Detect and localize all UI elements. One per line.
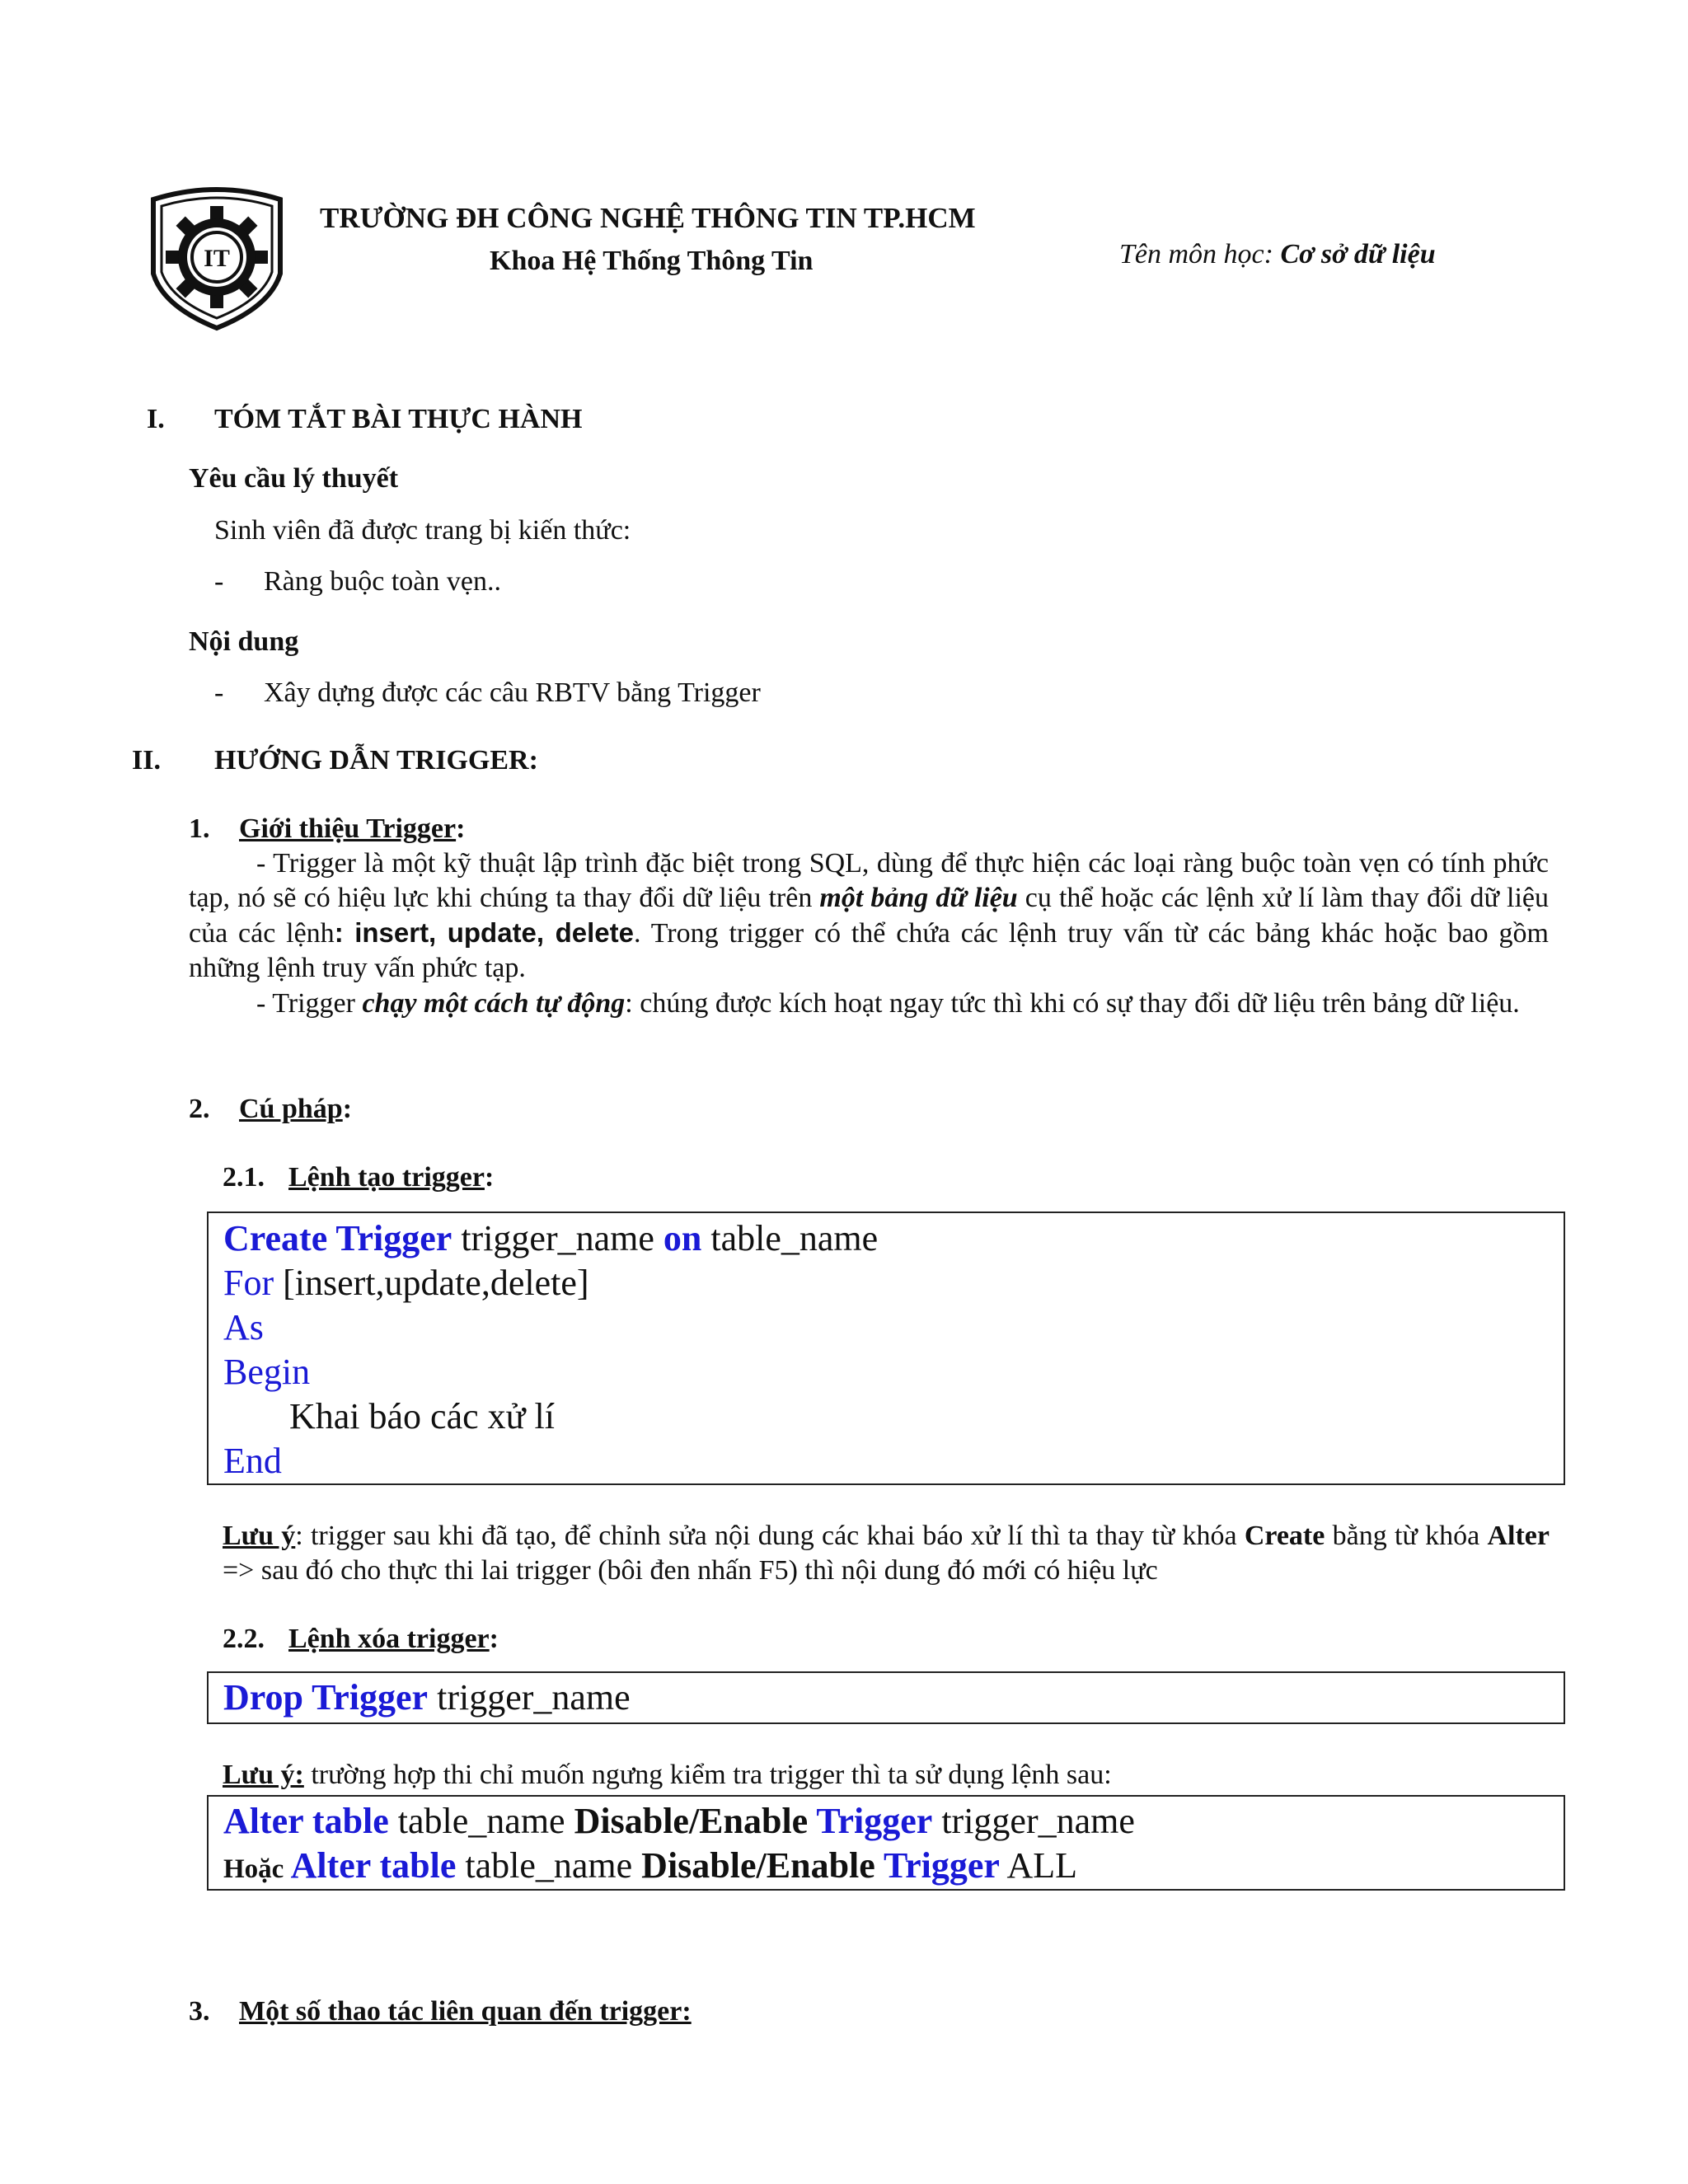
create-code-line-6: End (223, 1441, 282, 1481)
section-1-title: TÓM TẮT BÀI THỰC HÀNH (214, 404, 583, 434)
theory-item: Ràng buộc toàn vẹn.. (264, 566, 501, 597)
faculty-name: Khoa Hệ Thống Thông Tin (490, 246, 814, 276)
subsection-2-title: Cú pháp: (239, 1094, 353, 1124)
theory-intro: Sinh viên đã được trang bị kiến thức: (214, 515, 631, 546)
subsection-3-title: Một số thao tác liên quan đến trigger: (239, 1996, 692, 2027)
section-1-number: I. (147, 404, 165, 434)
alter-code-line-2: Hoặc Alter table table_name Disable/Enable Trigger ALL (223, 1845, 1078, 1886)
subsection-3-number: 3. (189, 1996, 210, 2027)
svg-text:IT: IT (204, 245, 230, 272)
create-code-line-3: As (223, 1307, 264, 1347)
trigger-intro-paragraph-1: - Trigger là một kỹ thuật lập trình đặc biệt trong SQL, dùng để thực hiện các loại ràng buộc toàn vẹn có tính phức tạp, nó sẽ có hiệu lực khi chúng ta thay đổi dữ liệu trên một bảng dữ liệu cụ thể hoặc các lệnh xử lí làm thay đổi dữ liệu của các lệnh: insert, update, delete. Trong trigger có thể chứa các lệnh truy vấn từ các bảng khác hoặc bao gồm những lệnh truy vấn phức tạp. (189, 848, 1549, 983)
alter-code-line-1: Alter table table_name Disable/Enable Trigger trigger_name (223, 1801, 1135, 1841)
content-dash: - (214, 677, 224, 708)
note-alter-trigger: Lưu ý: trigger sau khi đã tạo, để chỉnh sửa nội dung các khai báo xử lí thì ta thay từ khóa Create bằng từ khóa Alter => sau đó cho thực thi lai trigger (bôi đen nhấn F5) thì nội dung đó mới có hiệu lực (223, 1521, 1550, 1586)
drop-trigger-code-box (207, 1671, 1565, 1724)
create-code-line-1: Create Trigger trigger_name on table_name (223, 1218, 879, 1258)
subsection-2-1-number: 2.1. (223, 1162, 265, 1193)
create-code-line-4: Begin (223, 1352, 311, 1392)
school-name: TRƯỜNG ĐH CÔNG NGHỆ THÔNG TIN TP.HCM (320, 202, 976, 234)
create-trigger-code-box (207, 1212, 1565, 1485)
theory-dash: - (214, 566, 224, 597)
trigger-intro-paragraph-2: - Trigger chạy một cách tự động: chúng được kích hoạt ngay tức thì khi có sự thay đổi dữ liệu trên bảng dữ liệu. (256, 988, 1520, 1019)
section-2-number: II. (132, 745, 161, 776)
school-logo (147, 183, 287, 331)
content-heading: Nội dung (189, 626, 299, 657)
subsection-2-number: 2. (189, 1094, 210, 1124)
section-2-title: HƯỚNG DẪN TRIGGER: (214, 745, 538, 776)
gear-shield-logo-icon (147, 183, 287, 331)
course-name: Cơ sở dữ liệu (1280, 239, 1436, 269)
theory-heading: Yêu cầu lý thuyết (189, 463, 399, 494)
create-code-line-5: Khai báo các xử lí (289, 1396, 555, 1436)
subsection-2-1-title: Lệnh tạo trigger: (288, 1162, 495, 1193)
subsection-1-title: Giới thiệu Trigger: (239, 813, 466, 844)
course-label: Tên môn học: (1119, 239, 1281, 269)
note-disable-trigger: Lưu ý: trường hợp thi chỉ muốn ngưng kiểm tra trigger thì ta sử dụng lệnh sau: (223, 1760, 1112, 1790)
course-title (1119, 237, 1436, 272)
subsection-2-2-number: 2.2. (223, 1624, 265, 1654)
drop-code-line: Drop Trigger trigger_name (223, 1677, 631, 1718)
alter-table-code-box (207, 1795, 1565, 1891)
subsection-1-number: 1. (189, 813, 210, 844)
subsection-2-2-title: Lệnh xóa trigger: (288, 1624, 499, 1654)
create-code-line-2: For [insert,update,delete] (223, 1263, 589, 1303)
content-item: Xây dựng được các câu RBTV bằng Trigger (264, 677, 761, 708)
